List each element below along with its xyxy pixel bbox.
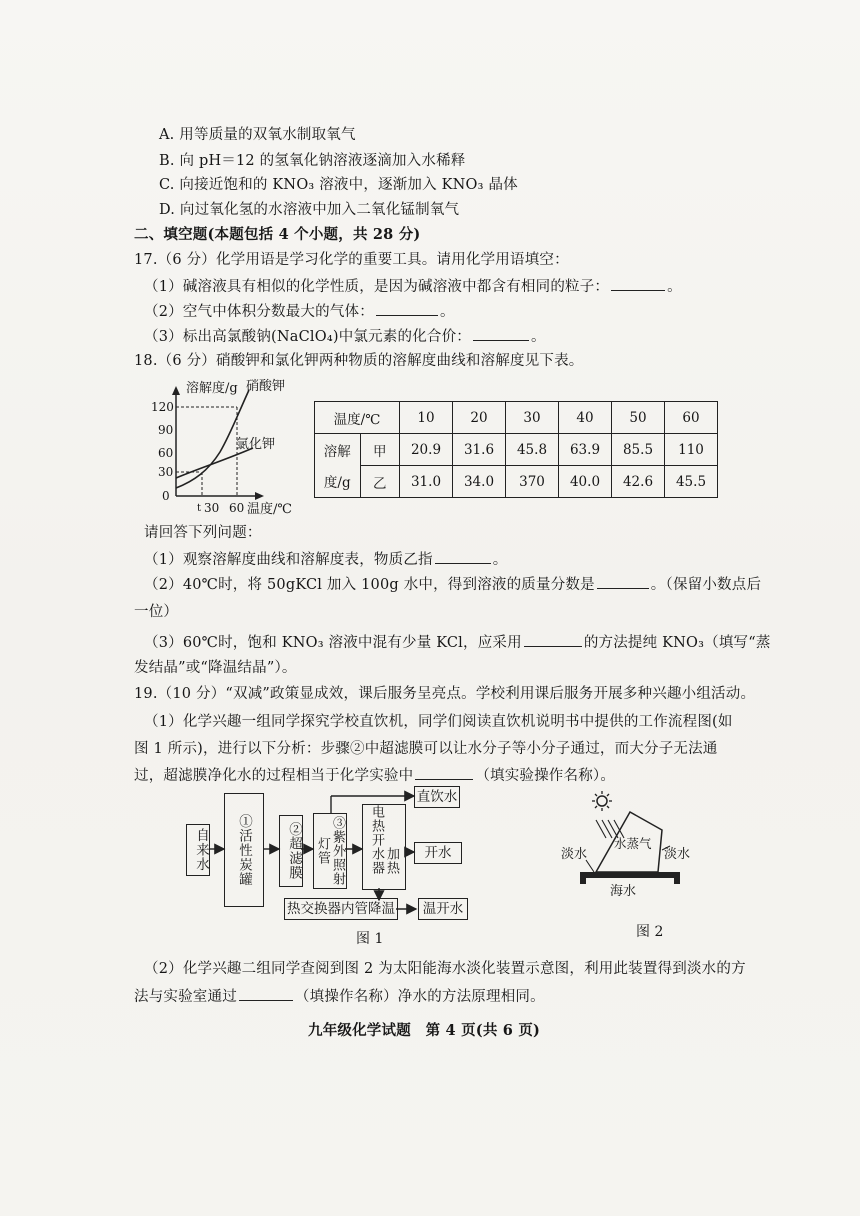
q18-part3 xyxy=(144,632,771,653)
q19-part1-blank[interactable] xyxy=(415,765,473,780)
q18-part1-blank[interactable] xyxy=(435,549,491,564)
solubility-graph xyxy=(150,378,310,518)
box-heat-exchanger: 热交换器内管降温 xyxy=(284,898,398,920)
figure-2-caption: 图 2 xyxy=(636,924,664,940)
box-uv-lamp xyxy=(313,813,347,889)
table-temp: 30 xyxy=(506,402,559,434)
table-cell: 31.0 xyxy=(400,466,453,498)
option-c: C. 向接近饱和的 KNO₃ 溶液中，逐渐加入 KNO₃ 晶体 xyxy=(159,177,518,193)
q17-part1-text: （1）碱溶液具有相似的化学性质，是因为碱溶液中都含有相同的粒子： xyxy=(144,279,610,295)
option-d: D. 向过氧化氢的水溶液中加入二氧化锰制氧气 xyxy=(159,202,460,218)
graph-origin: 0 xyxy=(162,489,170,503)
fresh-water-left-label: 淡水 xyxy=(561,847,588,862)
q17-part1-blank[interactable] xyxy=(611,276,665,291)
table-cell: 85.5 xyxy=(612,434,665,466)
uv-label: ③紫外照射灯管 xyxy=(315,816,345,886)
curve-kcl xyxy=(176,448,253,478)
q18-part1-period: 。 xyxy=(492,552,508,568)
table-cell: 63.9 xyxy=(559,434,612,466)
table-cell: 34.0 xyxy=(453,466,506,498)
q17-stem: 17.（6 分）化学用语是学习化学的重要工具。请用化学用语填空： xyxy=(134,252,569,268)
basin-leg-left xyxy=(580,878,586,884)
q19-part1-line3 xyxy=(134,765,615,786)
graph-x-arrow xyxy=(255,492,264,500)
table-cell: 45.8 xyxy=(506,434,559,466)
table-cell: 45.5 xyxy=(665,466,718,498)
box-activated-carbon xyxy=(224,793,264,907)
table-temp: 50 xyxy=(612,402,665,434)
table-cell: 20.9 xyxy=(400,434,453,466)
table-jia: 甲 xyxy=(360,434,399,466)
q19-part1-text-b: （填实验操作名称）。 xyxy=(475,768,616,784)
q19-part2-text: 法与实验室通过 xyxy=(134,989,237,1005)
sun-rays xyxy=(592,791,612,811)
q18-stem: 18.（6 分）硝酸钾和氯化钾两种物质的溶解度曲线和溶解度见下表。 xyxy=(134,353,584,369)
q18-part3-blank[interactable] xyxy=(524,632,582,647)
q19-part2-blank[interactable] xyxy=(239,986,293,1001)
table-temp: 60 xyxy=(665,402,718,434)
q18-part2-text: （2）40℃时，将 50gKCl 加入 100g 水中，得到溶液的质量分数是 xyxy=(144,577,595,593)
table-header-temp: 温度/℃ xyxy=(315,402,400,434)
xtick-30: 30 xyxy=(204,501,220,515)
q19-part2-line1: （2）化学兴趣二组同学查阅到图 2 为太阳能海水淡化装置示意图，利用此装置得到淡水的方 xyxy=(144,961,746,977)
ytick-30: 30 xyxy=(158,465,174,479)
tap-label: 自来水 xyxy=(193,828,209,872)
page-footer: 九年级化学试题 第 4 页(共 6 页) xyxy=(308,1022,541,1039)
uf-label: ②超滤膜 xyxy=(286,822,302,880)
q17-part3-period: 。 xyxy=(531,329,546,345)
q18-part3-cont: 发结晶”或“降温结晶”）。 xyxy=(134,660,297,676)
table-row xyxy=(315,434,718,466)
q18-part1 xyxy=(144,549,507,570)
basin-leg-right xyxy=(674,878,680,884)
q17-part2 xyxy=(144,301,455,322)
table-cell: 40.0 xyxy=(559,466,612,498)
q19-part1-text: 过，超滤膜净化水的过程相当于化学实验中 xyxy=(134,768,414,784)
q18-part2 xyxy=(144,574,761,595)
box-electric-heater xyxy=(362,804,406,890)
table-cell: 42.6 xyxy=(612,466,665,498)
box-tap-water xyxy=(186,824,210,876)
table-label-2: 度/g xyxy=(315,466,361,498)
table-yi: 乙 xyxy=(360,466,399,498)
q19-part1-line2: 图 1 所示)，进行以下分析：步骤②中超滤膜可以让水分子等小分子通过，而大分子无法通 xyxy=(134,741,718,757)
q17-part2-period: 。 xyxy=(439,304,455,320)
xtick-60: 60 xyxy=(229,501,245,515)
q17-part1-period: 。 xyxy=(667,279,682,295)
heater-label: 电热开水器 xyxy=(369,805,384,875)
q19-part1-line1: （1）化学兴趣一组同学探究学校直饮机，同学们阅读直饮机说明书中提供的工作流程图(如 xyxy=(144,714,733,730)
graph-xlabel: 温度/℃ xyxy=(247,502,292,517)
box-ultrafiltration xyxy=(279,815,303,887)
q17-part3-text: （3）标出高氯酸钠(NaClO₄)中氯元素的化合价： xyxy=(144,329,472,345)
sun-icon xyxy=(597,796,607,806)
fresh-arrow-left xyxy=(586,860,594,872)
table-cell: 110 xyxy=(665,434,718,466)
q17-part3 xyxy=(144,326,546,347)
solubility-table xyxy=(314,401,718,498)
seawater-label: 海水 xyxy=(610,884,637,899)
box-direct-water: 直饮水 xyxy=(414,786,460,808)
section-title: 二、填空题(本题包括 4 个小题，共 28 分) xyxy=(134,226,421,243)
q18-part2-cont: 一位） xyxy=(134,604,179,620)
table-row xyxy=(315,402,718,434)
fresh-water-right-label: 淡水 xyxy=(664,847,691,862)
figure-1-caption: 图 1 xyxy=(356,931,384,947)
table-temp: 10 xyxy=(400,402,453,434)
q18-part2-blank[interactable] xyxy=(597,574,649,589)
q17-part1 xyxy=(144,276,682,297)
q18-part2-text-b: 。（保留小数点后 xyxy=(650,577,762,593)
table-label-1: 溶解 xyxy=(315,434,361,466)
ytick-120: 120 xyxy=(151,400,174,414)
q19-part2-line2 xyxy=(134,986,545,1007)
q19-part2-text-b: （填操作名称）净水的方法原理相同。 xyxy=(294,989,545,1005)
q17-part2-text: （2）空气中体积分数最大的气体： xyxy=(144,304,374,320)
graph-y-arrow xyxy=(172,386,180,395)
q18-part3-text: （3）60℃时，饱和 KNO₃ 溶液中混有少量 KCl，应采用 xyxy=(144,635,522,651)
table-cell: 31.6 xyxy=(453,434,506,466)
heat-label: 加热 xyxy=(384,847,399,875)
basin-base xyxy=(580,872,680,878)
option-a: A. 用等质量的双氧水制取氧气 xyxy=(159,127,356,143)
table-temp: 40 xyxy=(559,402,612,434)
q19-stem: 19.（10 分）“双减”政策显成效，课后服务呈亮点。学校利用课后服务开展多种兴趣小组活动。 xyxy=(134,686,756,702)
table-cell: 370 xyxy=(506,466,559,498)
q18-prompt: 请回答下列问题： xyxy=(144,525,262,541)
q17-part3-blank[interactable] xyxy=(473,326,529,341)
graph-ylabel: 溶解度/g xyxy=(186,381,238,396)
box-boiled-water: 开水 xyxy=(414,842,462,864)
vapor-label: 水蒸气 xyxy=(614,836,652,851)
ytick-90: 90 xyxy=(158,423,174,437)
graph-curve2-label: 氯化钾 xyxy=(236,437,276,452)
table-row xyxy=(315,466,718,498)
box-warm-water: 温开水 xyxy=(418,898,468,920)
option-b: B. 向 pH＝12 的氢氧化钠溶液逐滴加入水稀释 xyxy=(159,153,466,169)
xtick-t: t xyxy=(197,503,202,514)
table-temp: 20 xyxy=(453,402,506,434)
carbon-label: ①活性炭罐 xyxy=(236,813,252,887)
q17-part2-blank[interactable] xyxy=(376,301,438,316)
ytick-60: 60 xyxy=(158,446,174,460)
q18-part1-text: （1）观察溶解度曲线和溶解度表，物质乙指 xyxy=(144,552,433,568)
q18-part3-text-b: 的方法提纯 KNO₃（填写“蒸 xyxy=(583,635,771,651)
graph-curve1-label: 硝酸钾 xyxy=(246,379,286,394)
